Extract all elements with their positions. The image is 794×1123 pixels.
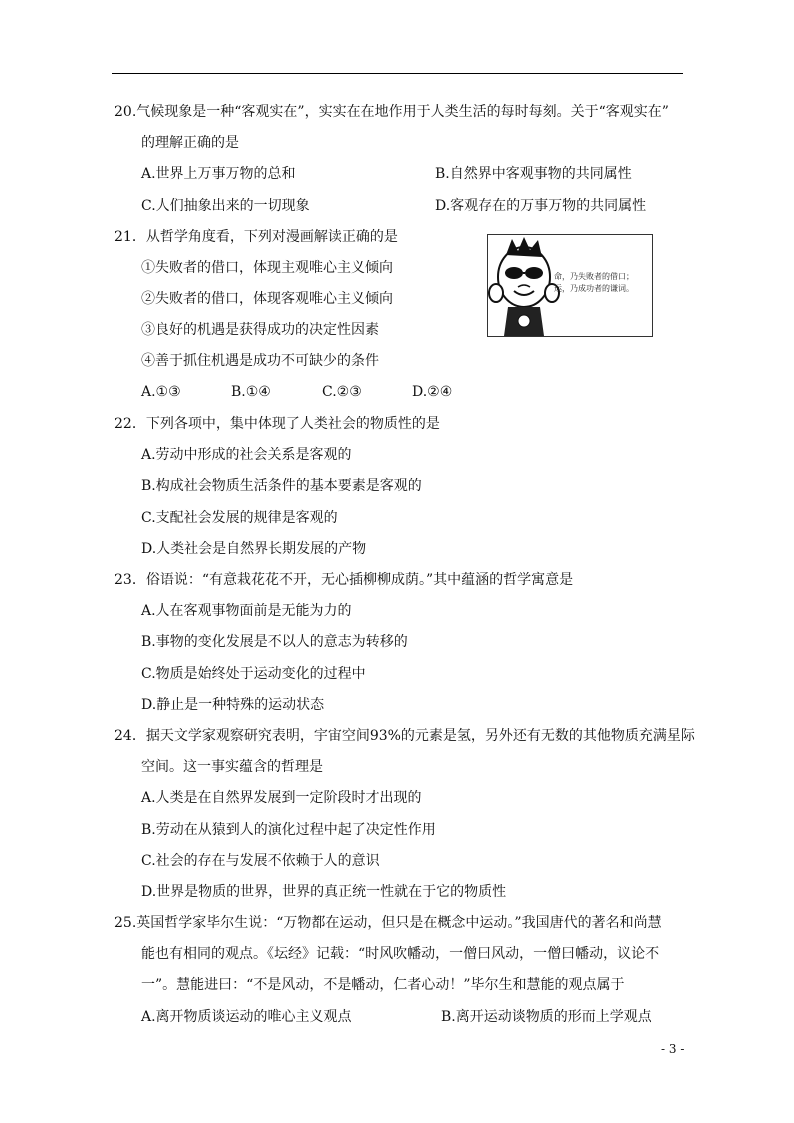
- question-25-option-b: B.离开运动谈物质的形而上学观点: [441, 1009, 652, 1025]
- question-23-stem: 23．俗语说：“有意栽花花不开，无心插柳柳成荫。”其中蕴涵的哲学寓意是: [114, 572, 574, 588]
- cartoon-caption-line-2: 运，乃成功者的谦词。: [554, 284, 634, 293]
- question-20-option-d: D.客观存在的万事万物的共同属性: [435, 198, 647, 214]
- question-24-stem-line-1: 24．据天文学家观察研究表明，宇宙空间93%的元素是氢，另外还有无数的其他物质充满星际: [114, 728, 695, 744]
- question-21-statement-1: ①失败者的借口，体现主观唯心主义倾向: [141, 260, 393, 276]
- question-20-stem-line-2: 的理解正确的是: [141, 135, 239, 151]
- question-21-stem: 21．从哲学角度看，下列对漫画解读正确的是: [114, 229, 398, 245]
- question-20-option-a: A.世界上万事万物的总和: [141, 166, 296, 182]
- question-25-stem-line-1: 25.英国哲学家毕尔生说：“万物都在运动，但只是在概念中运动。”我国唐代的著名和尚慧: [114, 915, 662, 931]
- cartoon-caption-line-1: 命，乃失败者的借口；: [554, 272, 634, 281]
- cartoon-caption: [554, 271, 634, 295]
- question-25-stem-line-3: 一”。慧能进曰：“不是风动，不是幡动，仁者心动！”毕尔生和慧能的观点属于: [141, 977, 625, 993]
- question-21-statement-3: ③良好的机遇是获得成功的决定性因素: [141, 322, 379, 338]
- question-21-option-d: D.②④: [412, 384, 453, 400]
- question-23-option-c: C.物质是始终处于运动变化的过程中: [141, 666, 366, 682]
- question-20-option-c: C.人们抽象出来的一切现象: [141, 198, 310, 214]
- header-rule: [112, 73, 683, 74]
- question-24-stem-line-2: 空间。这一事实蕴含的哲理是: [141, 759, 323, 775]
- question-22-option-d: D.人类社会是自然界长期发展的产物: [141, 541, 367, 557]
- question-24-option-c: C.社会的存在与发展不依赖于人的意识: [141, 853, 380, 869]
- question-21-statement-4: ④善于抓住机遇是成功不可缺少的条件: [141, 353, 379, 369]
- question-23-option-a: A.人在客观事物面前是无能为力的: [141, 603, 352, 619]
- question-22-stem: 22．下列各项中，集中体现了人类社会的物质性的是: [114, 416, 440, 432]
- page-number: - 3 -: [661, 1042, 685, 1056]
- question-23-option-d: D.静止是一种特殊的运动状态: [141, 697, 325, 713]
- question-25-stem-line-2: 能也有相同的观点。《坛经》记载：“时风吹幡动，一僧曰风动，一僧曰幡动，议论不: [141, 946, 660, 962]
- question-22-option-c: C.支配社会发展的规律是客观的: [141, 510, 338, 526]
- question-21-option-c: C.②③: [322, 384, 362, 400]
- question-22-option-b: B.构成社会物质生活条件的基本要素是客观的: [141, 478, 422, 494]
- question-24-option-a: A.人类是在自然界发展到一定阶段时才出现的: [141, 790, 422, 806]
- question-21-statement-2: ②失败者的借口，体现客观唯心主义倾向: [141, 291, 393, 307]
- question-22-option-a: A.劳动中形成的社会关系是客观的: [141, 447, 352, 463]
- question-21-option-a: A.①③: [141, 384, 181, 400]
- question-20-stem-line-1: 20.气候现象是一种“客观实在”，实实在在地作用于人类生活的每时每刻。关于“客观实在”: [114, 104, 669, 120]
- question-24-option-b: B.劳动在从猿到人的演化过程中起了决定性作用: [141, 822, 436, 838]
- question-25-option-a: A.离开物质谈运动的唯心主义观点: [141, 1009, 352, 1025]
- cartoon-image: [487, 234, 653, 337]
- question-23-option-b: B.事物的变化发展是不以人的意志为转移的: [141, 634, 408, 650]
- question-21-option-b: B.①④: [231, 384, 271, 400]
- question-20-option-b: B.自然界中客观事物的共同属性: [435, 166, 632, 182]
- question-24-option-d: D.世界是物质的世界，世界的真正统一性就在于它的物质性: [141, 884, 507, 900]
